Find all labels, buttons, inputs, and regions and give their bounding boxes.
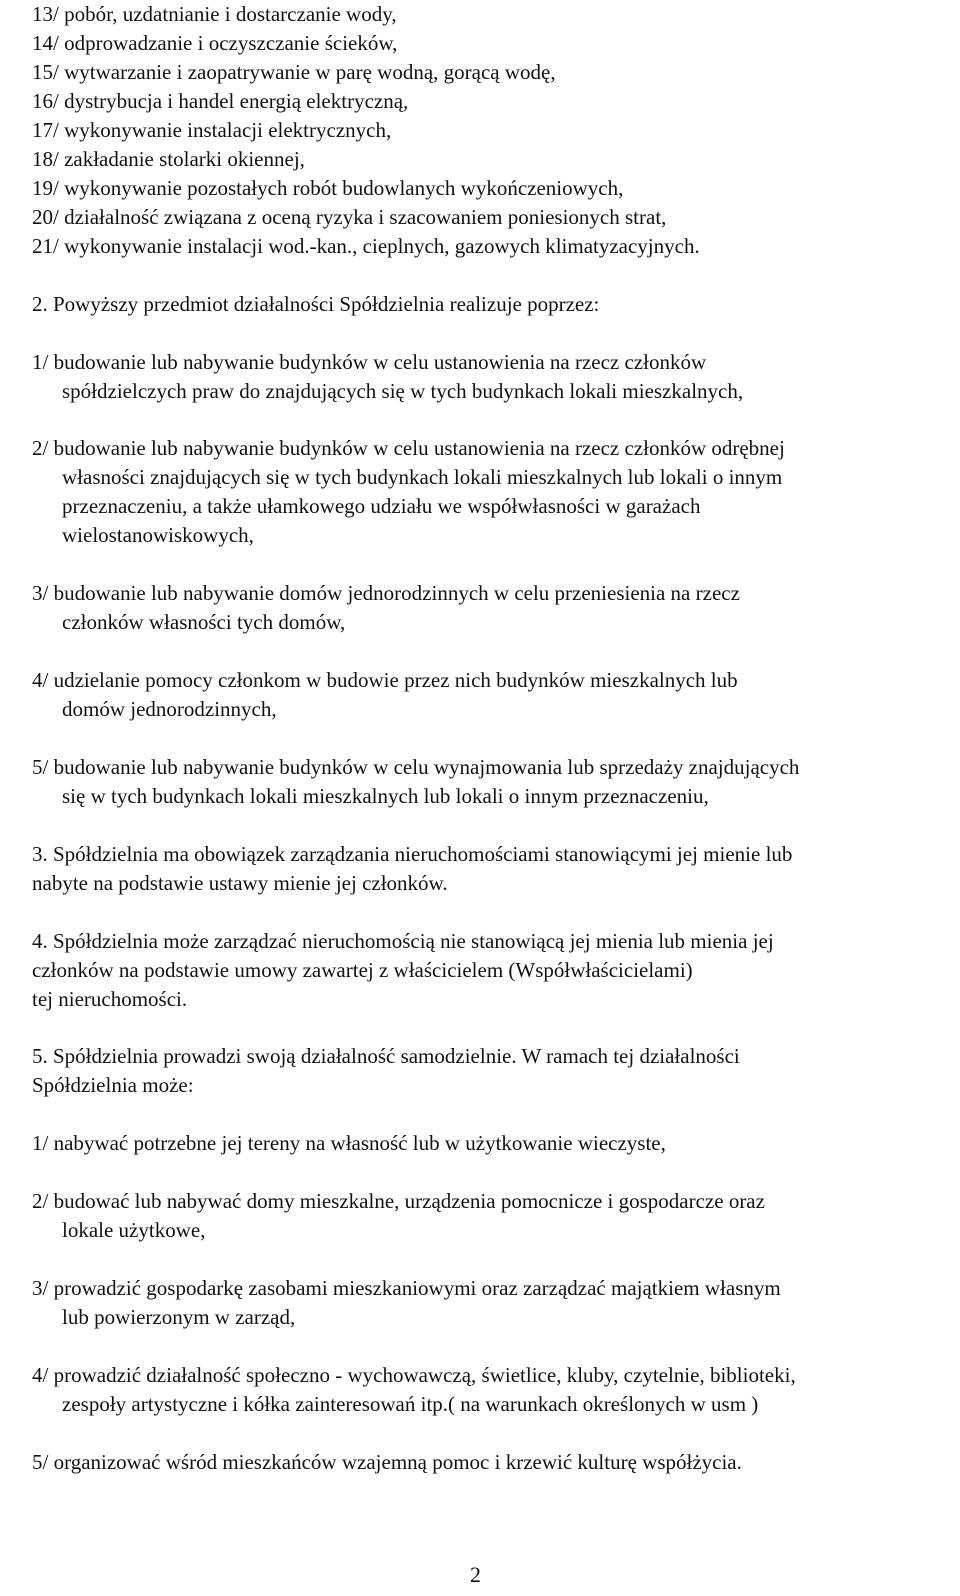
list-item: 2/ budowanie lub nabywanie budynków w celu ustanowienia na rzecz członków odrębnej — [32, 436, 785, 460]
list-item: 17/ wykonywanie instalacji elektrycznych, — [32, 118, 392, 142]
list-item: 1/ nabywać potrzebne jej tereny na własność lub w użytkowanie wieczyste, — [32, 1131, 666, 1155]
list-item: 20/ działalność związana z oceną ryzyka i szacowaniem poniesionych strat, — [32, 205, 667, 229]
page-number: 2 — [470, 1562, 481, 1587]
list-item: 13/ pobór, uzdatnianie i dostarczanie wody, — [32, 2, 397, 26]
list-item-continuation: lokale użytkowe, — [62, 1218, 206, 1242]
list-item-continuation: wielostanowiskowych, — [62, 523, 254, 547]
section-heading: 5. Spółdzielnia prowadzi swoją działalność samodzielnie. W ramach tej działalności — [32, 1044, 740, 1068]
section-paragraph-continuation: tej nieruchomości. — [32, 987, 188, 1011]
list-item-continuation: się w tych budynkach lokali mieszkalnych lub lokali o innym przeznaczeniu, — [62, 784, 709, 808]
list-item: 4/ udzielanie pomocy członkom w budowie przez nich budynków mieszkalnych lub — [32, 668, 738, 692]
section-paragraph-continuation: członków na podstawie umowy zawartej z właścicielem (Współwłaścicielami) — [32, 958, 693, 982]
list-item: 3/ budowanie lub nabywanie domów jednorodzinnych w celu przeniesienia na rzecz — [32, 581, 740, 605]
list-item-continuation: własności znajdujących się w tych budynkach lokali mieszkalnych lub lokali o innym — [62, 465, 783, 489]
list-item: 15/ wytwarzanie i zaopatrywanie w parę wodną, gorącą wodę, — [32, 60, 556, 84]
list-item-continuation: przeznaczeniu, a także ułamkowego udziału we współwłasności w garażach — [62, 494, 701, 518]
list-item-continuation: członków własności tych domów, — [62, 610, 346, 634]
list-item-continuation: spółdzielczych praw do znajdujących się w tych budynkach lokali mieszkalnych, — [62, 379, 744, 403]
list-item-continuation: domów jednorodzinnych, — [62, 697, 277, 721]
section-paragraph: 3. Spółdzielnia ma obowiązek zarządzania nieruchomościami stanowiącymi jej mienie lub — [32, 842, 793, 866]
section-paragraph-continuation: nabyte na podstawie ustawy mienie jej członków. — [32, 871, 448, 895]
list-item: 19/ wykonywanie pozostałych robót budowlanych wykończeniowych, — [32, 176, 624, 200]
list-item: 3/ prowadzić gospodarkę zasobami mieszkaniowymi oraz zarządzać majątkiem własnym — [32, 1276, 781, 1300]
list-item: 4/ prowadzić działalność społeczno - wychowawczą, świetlice, kluby, czytelnie, biblioteki, — [32, 1363, 796, 1387]
list-item: 5/ budowanie lub nabywanie budynków w celu wynajmowania lub sprzedaży znajdujących — [32, 755, 800, 779]
list-item-continuation: zespoły artystyczne i kółka zainteresowań itp.( na warunkach określonych w usm ) — [62, 1392, 759, 1416]
list-item: 18/ zakładanie stolarki okiennej, — [32, 147, 305, 171]
section-paragraph: 4. Spółdzielnia może zarządzać nieruchomością nie stanowiącą jej mienia lub mienia jej — [32, 929, 774, 953]
section-heading-continuation: Spółdzielnia może: — [32, 1073, 194, 1097]
list-item: 21/ wykonywanie instalacji wod.-kan., cieplnych, gazowych klimatyzacyjnych. — [32, 234, 700, 258]
list-item: 14/ odprowadzanie i oczyszczanie ścieków, — [32, 31, 398, 55]
section-heading: 2. Powyższy przedmiot działalności Spółdzielnia realizuje poprzez: — [32, 292, 600, 316]
list-item-continuation: lub powierzonym w zarząd, — [62, 1305, 296, 1329]
list-item: 1/ budowanie lub nabywanie budynków w celu ustanowienia na rzecz członków — [32, 350, 707, 374]
list-item: 5/ organizować wśród mieszkańców wzajemną pomoc i krzewić kulturę współżycia. — [32, 1450, 742, 1474]
list-item: 2/ budować lub nabywać domy mieszkalne, urządzenia pomocnicze i gospodarcze oraz — [32, 1189, 765, 1213]
list-item: 16/ dystrybucja i handel energią elektryczną, — [32, 89, 409, 113]
